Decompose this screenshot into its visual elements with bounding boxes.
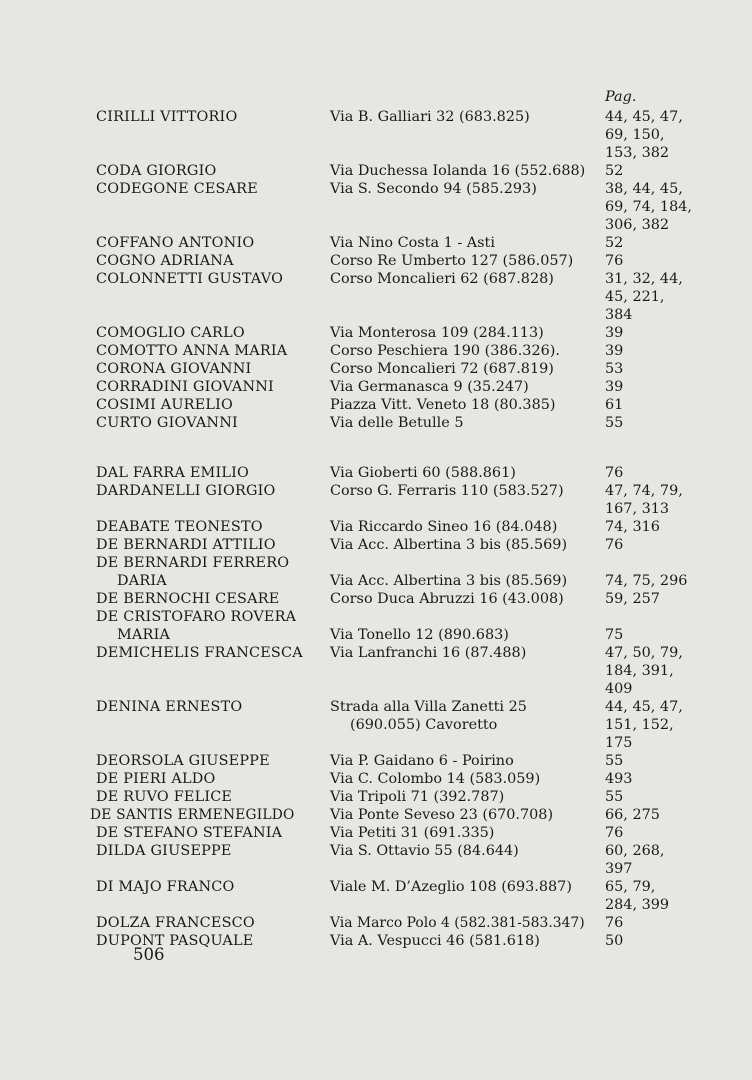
entry-row [0, 108, 752, 126]
entry-pages: 76 [605, 537, 624, 553]
entry-continuation [0, 716, 752, 734]
entry-pages: 53 [605, 361, 624, 377]
entry-pages: 44, 45, 47, [605, 109, 683, 125]
entry-pages: 52 [605, 163, 624, 179]
entry-pages: 76 [605, 915, 624, 931]
entry-pages: 284, 399 [605, 897, 670, 913]
entry-address: Via delle Betulle 5 [330, 415, 464, 431]
entry-row [0, 324, 752, 342]
entry-name: CORONA GIOVANNI [96, 361, 252, 377]
entry-name: DE STEFANO STEFANIA [96, 825, 283, 841]
entry-address: Via P. Gaidano 6 - Poirino [330, 753, 514, 769]
entry-address: Via S. Secondo 94 (585.293) [330, 181, 537, 197]
entry-address: Via Tripoli 71 (392.787) [330, 789, 505, 805]
entry-address: Corso Duca Abruzzi 16 (43.008) [330, 591, 564, 607]
entry-address: Piazza Vitt. Veneto 18 (80.385) [330, 397, 556, 413]
entry-row [0, 162, 752, 180]
entry-continuation [0, 662, 752, 680]
entry-address: Via Petiti 31 (691.335) [330, 825, 495, 841]
entry-row [0, 590, 752, 608]
entry-name: COFFANO ANTONIO [96, 235, 255, 251]
entry-continuation [0, 288, 752, 306]
entry-row [0, 180, 752, 198]
entry-pages: 76 [605, 253, 624, 269]
entry-pages: 397 [605, 861, 633, 877]
entry-pages: 384 [605, 307, 633, 323]
entry-pages: 45, 221, [605, 289, 665, 305]
entry-row [0, 396, 752, 414]
entry-address: Viale M. D’Azeglio 108 (693.887) [330, 879, 572, 895]
entry-pages: 39 [605, 343, 624, 359]
entry-name: CURTO GIOVANNI [96, 415, 238, 431]
entry-name: DE BERNARDI ATTILIO [96, 537, 276, 553]
entry-name: DE SANTIS ERMENEGILDO [90, 807, 295, 823]
entry-pages: 47, 74, 79, [605, 483, 683, 499]
entry-pages: 52 [605, 235, 624, 251]
entry-address: Via B. Galliari 32 (683.825) [330, 109, 530, 125]
entry-address: Via Duchessa Iolanda 16 (552.688) [330, 163, 586, 179]
entry-pages: 38, 44, 45, [605, 181, 683, 197]
entry-continuation [0, 734, 752, 752]
entry-pages: 306, 382 [605, 217, 670, 233]
entry-row [0, 482, 752, 500]
entry-address: Strada alla Villa Zanetti 25 [330, 699, 527, 715]
entry-pages: 65, 79, [605, 879, 656, 895]
entry-row [0, 932, 752, 950]
entry-row [0, 770, 752, 788]
entry-address: Corso G. Ferraris 110 (583.527) [330, 483, 564, 499]
entry-pages: 493 [605, 771, 633, 787]
header-row [0, 88, 752, 106]
entry-name: DI MAJO FRANCO [96, 879, 235, 895]
entry-name: DE RUVO FELICE [96, 789, 233, 805]
entry-continuation [0, 626, 752, 644]
entry-pages: 76 [605, 465, 624, 481]
entry-address: Via Marco Polo 4 (582.381-583.347) [330, 915, 585, 931]
entry-pages: 153, 382 [605, 145, 670, 161]
entry-name: DE PIERI ALDO [96, 771, 216, 787]
entry-address: Via C. Colombo 14 (583.059) [330, 771, 541, 787]
entry-name: CIRILLI VITTORIO [96, 109, 238, 125]
entry-pages: 61 [605, 397, 624, 413]
entry-name: DENINA ERNESTO [96, 699, 243, 715]
entry-row [0, 842, 752, 860]
entry-row [0, 414, 752, 432]
entry-address: Corso Peschiera 190 (386.326). [330, 343, 560, 359]
entry-row [0, 360, 752, 378]
entry-pages: 151, 152, [605, 717, 674, 733]
entry-row [0, 554, 752, 572]
entry-continuation [0, 216, 752, 234]
entry-address: Via Acc. Albertina 3 bis (85.569) [330, 573, 568, 589]
entry-pages: 55 [605, 753, 624, 769]
entry-name-continuation: MARIA [117, 627, 171, 643]
entry-address: Via A. Vespucci 46 (581.618) [330, 933, 540, 949]
entry-row [0, 878, 752, 896]
entry-address: Corso Re Umberto 127 (586.057) [330, 253, 574, 269]
entry-pages: 175 [605, 735, 633, 751]
entry-address: Via S. Ottavio 55 (84.644) [330, 843, 519, 859]
entry-pages: 50 [605, 933, 624, 949]
entry-name: DE BERNARDI FERRERO [96, 555, 290, 571]
entry-address: Via Gioberti 60 (588.861) [330, 465, 516, 481]
entry-row [0, 752, 752, 770]
entry-row [0, 824, 752, 842]
entry-address: Corso Moncalieri 72 (687.819) [330, 361, 554, 377]
entry-pages: 409 [605, 681, 633, 697]
entry-pages: 39 [605, 325, 624, 341]
entry-continuation [0, 896, 752, 914]
entry-pages: 31, 32, 44, [605, 271, 683, 287]
entry-pages: 75 [605, 627, 624, 643]
entry-pages: 66, 275 [605, 807, 660, 823]
entry-pages: 74, 316 [605, 519, 660, 535]
entry-row [0, 914, 752, 932]
entry-address: Via Riccardo Sineo 16 (84.048) [330, 519, 558, 535]
entry-continuation [0, 500, 752, 518]
entry-address: Via Acc. Albertina 3 bis (85.569) [330, 537, 568, 553]
entry-name: DILDA GIUSEPPE [96, 843, 232, 859]
entry-pages: 76 [605, 825, 624, 841]
entry-continuation [0, 144, 752, 162]
entry-name: DEORSOLA GIUSEPPE [96, 753, 270, 769]
entry-row [0, 270, 752, 288]
entry-address: Via Lanfranchi 16 (87.488) [330, 645, 527, 661]
entry-row [0, 608, 752, 626]
entry-pages: 55 [605, 789, 624, 805]
entry-name: DEMICHELIS FRANCESCA [96, 645, 303, 661]
entry-row [0, 806, 752, 824]
entry-pages: 44, 45, 47, [605, 699, 683, 715]
entry-pages: 60, 268, [605, 843, 665, 859]
entry-name: CODA GIORGIO [96, 163, 217, 179]
entry-name: DAL FARRA EMILIO [96, 465, 249, 481]
entry-row [0, 788, 752, 806]
entry-name: DARDANELLI GIORGIO [96, 483, 276, 499]
entry-row [0, 518, 752, 536]
entry-pages: 47, 50, 79, [605, 645, 683, 661]
entry-name: DUPONT PASQUALE [96, 933, 254, 949]
entry-name: CODEGONE CESARE [96, 181, 258, 197]
entry-address: Via Germanasca 9 (35.247) [330, 379, 529, 395]
entry-row [0, 698, 752, 716]
entry-row [0, 342, 752, 360]
entry-name: DE CRISTOFARO ROVERA [96, 609, 297, 625]
page-number: 506 [133, 945, 165, 964]
entry-name: DE BERNOCHI CESARE [96, 591, 280, 607]
entry-continuation [0, 306, 752, 324]
entry-pages: 167, 313 [605, 501, 670, 517]
entry-row [0, 464, 752, 482]
entry-name: COMOTTO ANNA MARIA [96, 343, 288, 359]
entry-continuation [0, 860, 752, 878]
entry-address: Via Nino Costa 1 - Asti [330, 235, 495, 251]
entry-row [0, 234, 752, 252]
entry-name: COLONNETTI GUSTAVO [96, 271, 284, 287]
entry-pages: 184, 391, [605, 663, 674, 679]
entry-pages: 69, 74, 184, [605, 199, 692, 215]
entry-continuation [0, 680, 752, 698]
entry-pages: 74, 75, 296 [605, 573, 688, 589]
entry-address: Corso Moncalieri 62 (687.828) [330, 271, 554, 287]
entry-name: COSIMI AURELIO [96, 397, 234, 413]
entry-continuation [0, 198, 752, 216]
entry-name: DOLZA FRANCESCO [96, 915, 255, 931]
entry-name: COGNO ADRIANA [96, 253, 234, 269]
entry-name: DEABATE TEONESTO [96, 519, 263, 535]
entry-continuation [0, 572, 752, 590]
entry-address: Via Monterosa 109 (284.113) [330, 325, 544, 341]
entry-pages: 55 [605, 415, 624, 431]
entry-name: COMOGLIO CARLO [96, 325, 245, 341]
entry-pages: 39 [605, 379, 624, 395]
entry-row [0, 536, 752, 554]
entry-address: Via Ponte Seveso 23 (670.708) [330, 807, 554, 823]
entry-name: CORRADINI GIOVANNI [96, 379, 274, 395]
entry-continuation [0, 126, 752, 144]
entry-row [0, 644, 752, 662]
entry-pages: 59, 257 [605, 591, 660, 607]
entry-pages: 69, 150, [605, 127, 665, 143]
entry-address-continuation: (690.055) Cavoretto [350, 717, 498, 733]
pages-column-header: Pag. [605, 89, 637, 105]
entry-address: Via Tonello 12 (890.683) [330, 627, 509, 643]
entry-row [0, 378, 752, 396]
entry-name-continuation: DARIA [117, 573, 167, 589]
entry-row [0, 252, 752, 270]
